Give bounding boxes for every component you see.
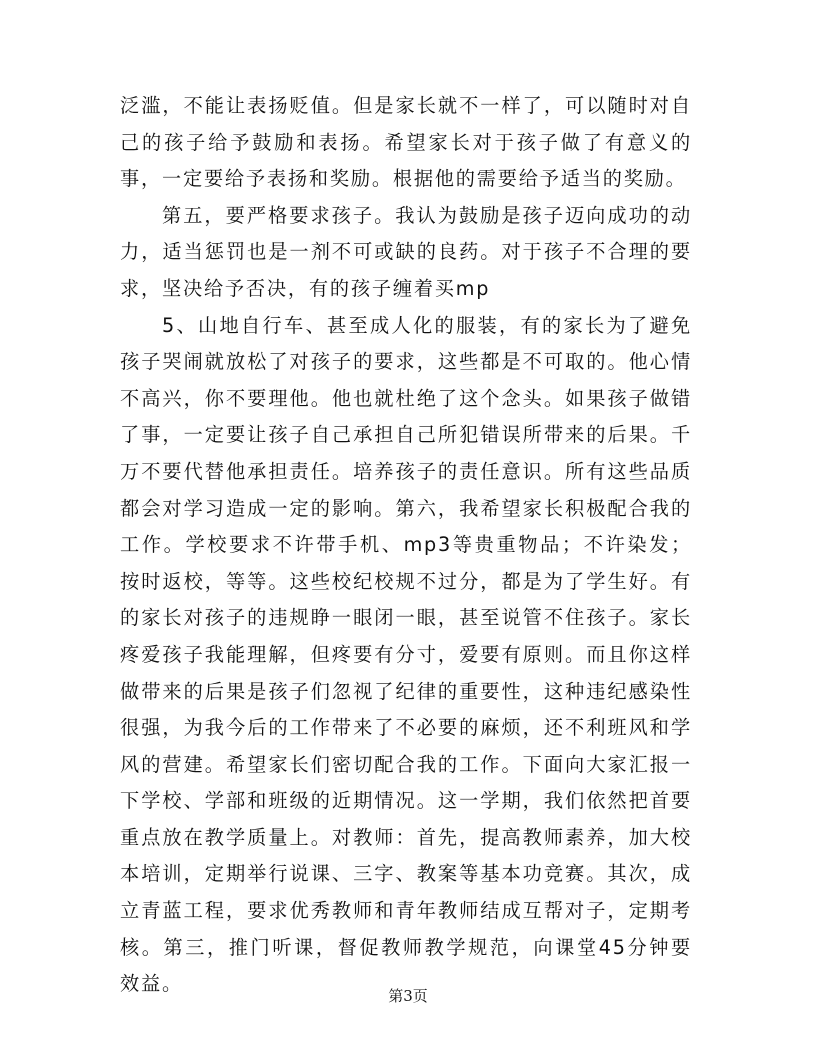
paragraph-continuation: 泛滥，不能让表扬贬值。但是家长就不一样了，可以随时对自己的孩子给予鼓励和表扬。希望家长对于孩子做了有意义的事，一定要给予表扬和奖励。根据他的需要给予适当的奖励。 xyxy=(120,94,692,191)
paragraph-sixth-point: 5、山地自行车、甚至成人化的服装，有的家长为了避免孩子哭闹就放松了对孩子的要求，这些都是不可取的。他心情不高兴，你不要理他。他也就杜绝了这个念头。如果孩子做错了事，一定要让孩子自己承担自己所犯错误所带来的后果。千万不要代替他承担责任。培养孩子的责任意识。所有这些品质都会对学习造成一定的影响。第六，我希望家长积极配合我的工作。学校要求不许带手机、mp3等贵重物品；不许染发；按时返校，等等。这些校纪校规不过分，都是为了学生好。有的家长对孩子的违规睁一眼闭一眼，甚至说管不住孩子。家长疼爱孩子我能理解，但疼要有分寸，爱要有原则。而且你这样做带来的后果是孩子们忽视了纪律的重要性，这种违纪感染性很强，为我今后的工作带来了不必要的麻烦，还不利班风和学风的营建。希望家长们密切配合我的工作。下面向大家汇报一下学校、学部和班级的近期情况。这一学期，我们依然把首要重点放在教学质量上。对教师：首先，提高教师素养，加大校本培训，定期举行说课、三字、教案等基本功竞赛。其次，成立青蓝工程，要求优秀教师和青年教师结成互帮对子，定期考核。第三，推门听课，督促教师教学规范，向课堂45分钟要效益。 xyxy=(120,313,692,996)
paragraph-fifth-point: 第五，要严格要求孩子。我认为鼓励是孩子迈向成功的动力，适当惩罚也是一剂不可或缺的良药。对于孩子不合理的要求，坚决给予否决，有的孩子缠着买mp xyxy=(120,203,692,300)
page-number: 第3页 xyxy=(388,987,428,1005)
document-body xyxy=(120,88,692,1003)
